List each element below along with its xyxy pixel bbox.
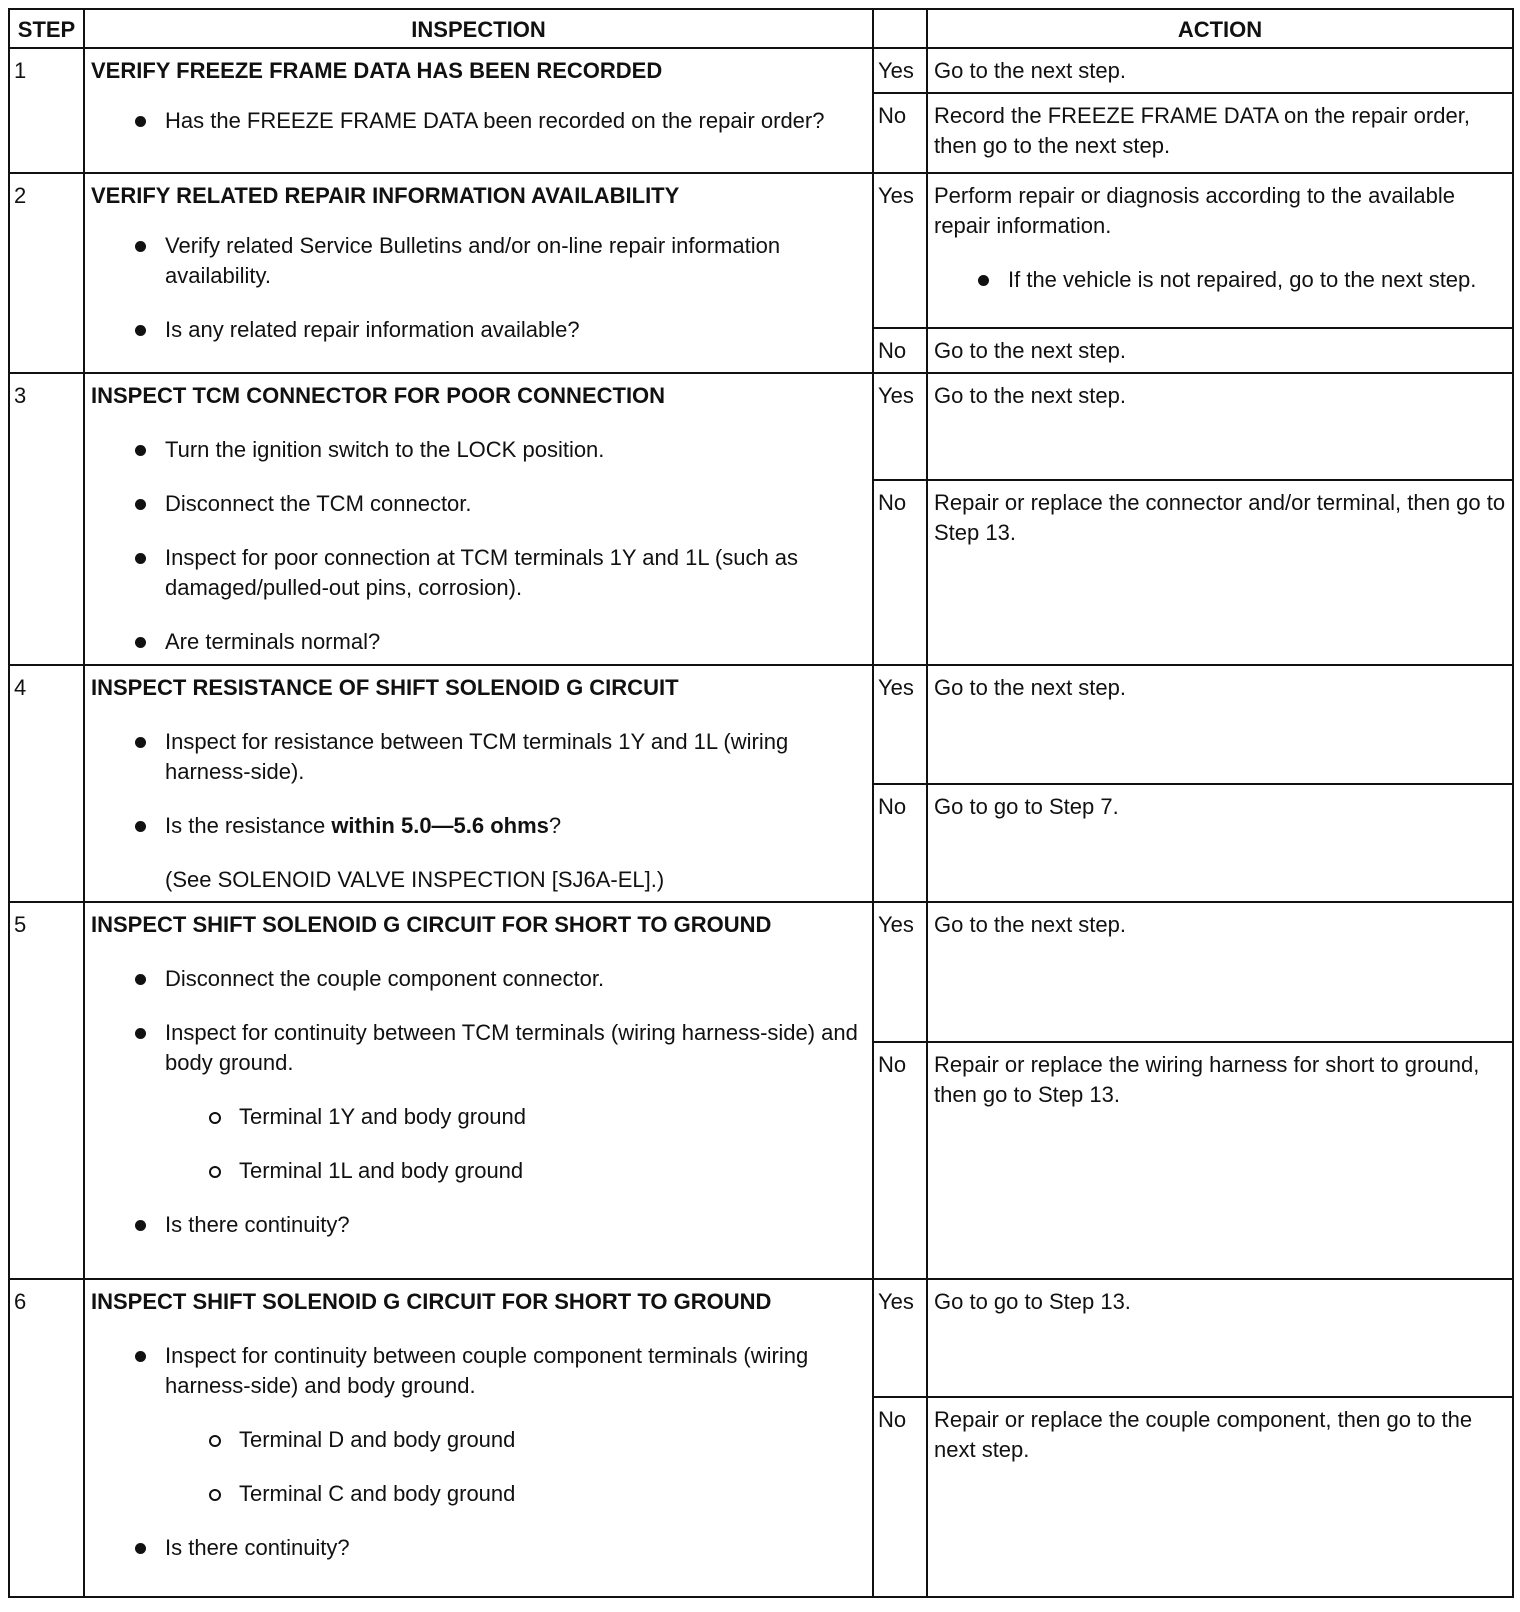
bullet-item: Inspect for continuity between TCM terminals (wiring harness-side) and body ground. [91, 1018, 866, 1078]
yes-label: Yes [873, 1279, 927, 1397]
step-number: 2 [9, 173, 84, 373]
yes-label: Yes [873, 902, 927, 1042]
no-action: Repair or replace the connector and/or terminal, then go to Step 13. [927, 480, 1513, 665]
no-label: No [873, 328, 927, 373]
reference-note: (See SOLENOID VALVE INSPECTION [SJ6A-EL].) [165, 867, 665, 892]
step-title: INSPECT SHIFT SOLENOID G CIRCUIT FOR SHORT TO GROUND [91, 1289, 772, 1314]
no-action: Go to the next step. [927, 328, 1513, 373]
bullet-item: Turn the ignition switch to the LOCK position. [91, 435, 866, 465]
no-label: No [873, 480, 927, 665]
step-number: 5 [9, 902, 84, 1279]
yes-action-text: Perform repair or diagnosis according to the available repair information. [934, 183, 1455, 238]
step-inspection [84, 665, 873, 902]
yes-action: Go to the next step. [927, 902, 1513, 1042]
no-label: No [873, 93, 927, 173]
step-5-row-yes [9, 902, 1513, 1042]
no-action: Repair or replace the couple component, then go to the next step. [927, 1397, 1513, 1597]
header-yes-no [873, 9, 927, 48]
yes-label: Yes [873, 373, 927, 480]
step-title: INSPECT TCM CONNECTOR FOR POOR CONNECTION [91, 383, 666, 408]
no-action: Go to go to Step 7. [927, 784, 1513, 903]
no-label: No [873, 784, 927, 903]
step-inspection [84, 1279, 873, 1597]
step-inspection [84, 373, 873, 665]
no-action: Repair or replace the wiring harness for short to ground, then go to Step 13. [927, 1042, 1513, 1279]
sub-bullet-item: Terminal 1Y and body ground [91, 1102, 866, 1132]
bullet-item: Is any related repair information available? [91, 315, 866, 345]
step-inspection [84, 173, 873, 373]
resistance-spec: within 5.0—5.6 ohms [331, 813, 549, 838]
step-number: 4 [9, 665, 84, 902]
bullet-item: Inspect for resistance between TCM terminals 1Y and 1L (wiring harness-side). [91, 727, 866, 787]
sub-bullet-item: Terminal D and body ground [91, 1425, 866, 1455]
bullet-item: Inspect for continuity between couple component terminals (wiring harness-side) and body ground. [91, 1341, 866, 1401]
bullet-text: Is the resistance [165, 813, 332, 838]
bullet-item: Has the FREEZE FRAME DATA been recorded on the repair order? [91, 106, 866, 136]
yes-action: Go to the next step. [927, 373, 1513, 480]
step-inspection [84, 48, 873, 173]
step-1-row-yes [9, 48, 1513, 93]
yes-action [927, 173, 1513, 328]
step-title: VERIFY RELATED REPAIR INFORMATION AVAILABILITY [91, 183, 680, 208]
step-inspection [84, 902, 873, 1279]
yes-label: Yes [873, 48, 927, 93]
step-number: 3 [9, 373, 84, 665]
header-action: ACTION [927, 9, 1513, 48]
bullet-item: Disconnect the couple component connector. [91, 964, 866, 994]
yes-label: Yes [873, 173, 927, 328]
yes-action: Go to the next step. [927, 665, 1513, 784]
bullet-item: Disconnect the TCM connector. [91, 489, 866, 519]
step-2-row-yes [9, 173, 1513, 328]
yes-label: Yes [873, 665, 927, 784]
step-number: 6 [9, 1279, 84, 1597]
step-number: 1 [9, 48, 84, 173]
bullet-item [91, 811, 866, 841]
bullet-item: Inspect for poor connection at TCM terminals 1Y and 1L (such as damaged/pulled-out pins, corrosion). [91, 543, 866, 603]
step-6-row-yes [9, 1279, 1513, 1397]
diagnostic-table [8, 8, 1514, 1598]
yes-action-bullet: If the vehicle is not repaired, go to the next step. [934, 265, 1506, 295]
diagnostic-procedure-document [8, 8, 1512, 1598]
bullet-item: Verify related Service Bulletins and/or on-line repair information availability. [91, 231, 866, 291]
sub-bullet-item: Terminal C and body ground [91, 1479, 866, 1509]
yes-action: Go to go to Step 13. [927, 1279, 1513, 1397]
step-4-row-yes [9, 665, 1513, 784]
bullet-item: Is there continuity? [91, 1210, 866, 1240]
no-action: Record the FREEZE FRAME DATA on the repair order, then go to the next step. [927, 93, 1513, 173]
no-label: No [873, 1397, 927, 1597]
bullet-item: Is there continuity? [91, 1533, 866, 1563]
sub-bullet-item: Terminal 1L and body ground [91, 1156, 866, 1186]
step-title: VERIFY FREEZE FRAME DATA HAS BEEN RECORDED [91, 58, 663, 83]
step-title: INSPECT SHIFT SOLENOID G CIRCUIT FOR SHORT TO GROUND [91, 912, 772, 937]
table-header-row [9, 9, 1513, 48]
header-inspection: INSPECTION [84, 9, 873, 48]
bullet-item: Are terminals normal? [91, 627, 866, 657]
header-step: STEP [9, 9, 84, 48]
step-title: INSPECT RESISTANCE OF SHIFT SOLENOID G CIRCUIT [91, 675, 679, 700]
step-3-row-yes [9, 373, 1513, 480]
bullet-text-end: ? [548, 813, 562, 838]
yes-action: Go to the next step. [927, 48, 1513, 93]
no-label: No [873, 1042, 927, 1279]
